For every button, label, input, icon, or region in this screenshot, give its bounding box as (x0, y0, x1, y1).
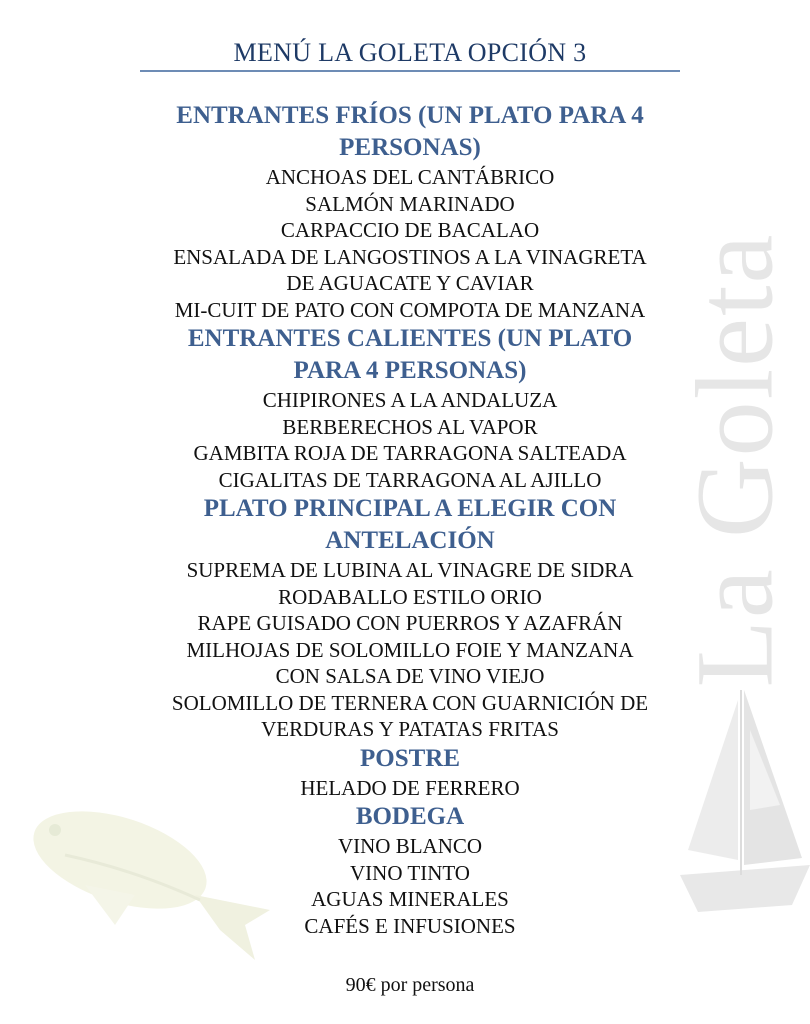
logo-watermark-text: La Goleta (673, 232, 796, 688)
section-heading: BODEGA (355, 803, 465, 830)
menu-item: MILHOJAS DE SOLOMILLO FOIE Y MANZANA (186, 637, 634, 662)
sailboat-icon (680, 690, 810, 920)
menu-section (130, 323, 690, 493)
menu-item: SOLOMILLO DE TERNERA CON GUARNICIÓN DE (171, 690, 649, 715)
section-heading: POSTRE (359, 744, 461, 772)
menu-item: SALMÓN MARINADO (305, 191, 515, 216)
page-title: MENÚ LA GOLETA OPCIÓN 3 (233, 38, 587, 67)
menu-item: ANCHOAS DEL CANTÁBRICO (265, 165, 555, 189)
menu-item: BERBERECHOS AL VAPOR (282, 414, 538, 439)
menu-item: RAPE GUISADO CON PUERROS Y AZAFRÁN (197, 611, 623, 635)
title-divider (140, 70, 680, 72)
section-heading: ENTRANTES FRÍOS (UN PLATO PARA 4 (176, 102, 644, 129)
menu-item: CON SALSA DE VINO VIEJO (275, 664, 545, 688)
menu-item: DE AGUACATE Y CAVIAR (286, 271, 534, 295)
menu-section (130, 493, 690, 743)
menu-item: VINO BLANCO (337, 834, 483, 858)
price-per-person: 90€ por persona (345, 974, 475, 996)
section-heading: PARA 4 PERSONAS) (293, 357, 527, 384)
menu-section (130, 743, 690, 802)
menu-item: AGUAS MINERALES (311, 887, 509, 911)
menu-item: RODABALLO ESTILO ORIO (278, 584, 542, 609)
section-heading: ENTRANTES CALIENTES (UN PLATO (187, 325, 633, 352)
menu-item: VERDURAS Y PATATAS FRITAS (261, 717, 559, 741)
menu-item: SUPREMA DE LUBINA AL VINAGRE DE SIDRA (186, 558, 634, 582)
menu-item: CARPACCIO DE BACALAO (280, 218, 540, 242)
menu-section (130, 100, 690, 323)
menu-body (130, 100, 690, 939)
menu-item: CAFÉS E INFUSIONES (304, 913, 516, 938)
menu-item: CIGALITAS DE TARRAGONA AL AJILLO (218, 467, 602, 492)
menu-section (130, 801, 690, 939)
menu-item: MI-CUIT DE PATO CON COMPOTA DE MANZANA (174, 297, 646, 322)
menu-item: CHIPIRONES A LA ANDALUZA (262, 388, 558, 412)
menu-item: GAMBITA ROJA DE TARRAGONA SALTEADA (193, 441, 627, 465)
section-heading: PERSONAS) (339, 134, 481, 161)
section-heading: ANTELACIÓN (325, 527, 495, 554)
menu-item: VINO TINTO (350, 860, 470, 885)
menu-item: ENSALADA DE LANGOSTINOS A LA VINAGRETA (173, 244, 647, 269)
menu-item: HELADO DE FERRERO (300, 775, 520, 800)
section-heading: PLATO PRINCIPAL A ELEGIR CON (203, 495, 617, 522)
